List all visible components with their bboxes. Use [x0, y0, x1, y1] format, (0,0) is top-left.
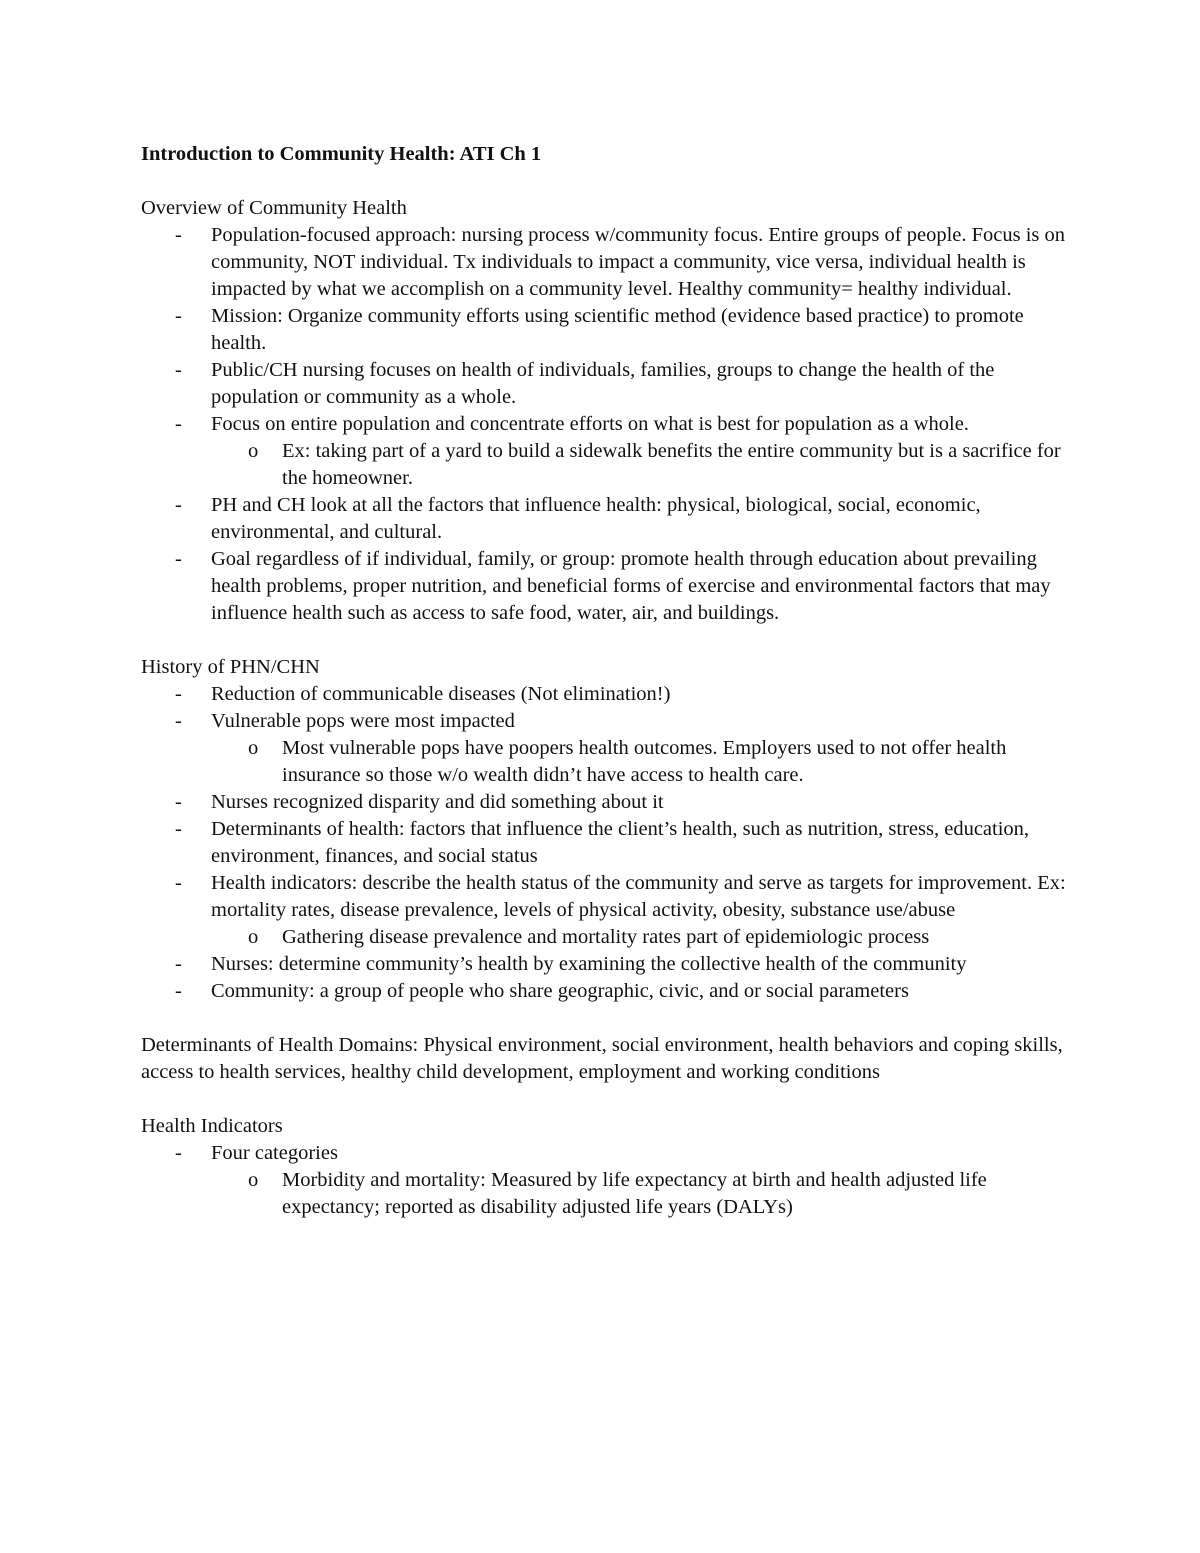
dash-marker: -	[175, 980, 182, 1002]
list-item-text: Community: a group of people who share geographic, civic, and or social parameters	[211, 980, 909, 1002]
sub-list-item	[211, 438, 1066, 492]
dash-marker: -	[175, 818, 182, 840]
dash-marker: -	[175, 872, 182, 894]
list-item	[141, 357, 1066, 411]
dash-marker: -	[175, 413, 182, 435]
sub-bullet-list	[211, 735, 1066, 789]
list-item-text: Determinants of health: factors that influence the client’s health, such as nutrition, stress, education, environment, finances, and social status	[211, 818, 1030, 867]
circle-marker: o	[248, 440, 259, 462]
list-item-text: Vulnerable pops were most impacted	[211, 710, 515, 732]
sub-bullet-list	[211, 1167, 1066, 1221]
document-page	[141, 141, 1066, 1221]
bullet-list	[141, 1140, 1066, 1221]
list-item-text: Health indicators: describe the health status of the community and serve as targets for improvement. Ex: mortality rates, disease prevalence, levels of physical activity, obesity, substance use/abuse	[211, 872, 1066, 921]
list-item-text: Public/CH nursing focuses on health of individuals, families, groups to change the health of the population or community as a whole.	[211, 359, 995, 408]
list-item-text: Nurses: determine community’s health by examining the collective health of the community	[211, 953, 967, 975]
determinants-paragraph: Determinants of Health Domains: Physical environment, social environment, health behaviors and coping skills, access to health services, healthy child development, employment and working conditions	[141, 1034, 1063, 1083]
list-item	[141, 681, 1066, 708]
list-item-text: Reduction of communicable diseases (Not elimination!)	[211, 683, 671, 705]
list-item	[141, 789, 1066, 816]
dash-marker: -	[175, 359, 182, 381]
list-item	[141, 546, 1066, 627]
sub-list-item-text: Ex: taking part of a yard to build a sidewalk benefits the entire community but is a sacrifice for the homeowner.	[282, 440, 1061, 489]
section-overview	[141, 195, 1066, 627]
section-history	[141, 654, 1066, 1005]
sub-list-item-text: Morbidity and mortality: Measured by life expectancy at birth and health adjusted life expectancy; reported as disability adjusted life years (DALYs)	[282, 1169, 987, 1218]
sub-list-item-text: Gathering disease prevalence and mortality rates part of epidemiologic process	[282, 926, 930, 948]
list-item-text: PH and CH look at all the factors that influence health: physical, biological, social, economic, environmental, and cultural.	[211, 494, 981, 543]
list-item-text: Four categories	[211, 1142, 338, 1164]
bullet-list	[141, 681, 1066, 1005]
section-heading: History of PHN/CHN	[141, 656, 320, 678]
dash-marker: -	[175, 548, 182, 570]
circle-marker: o	[248, 737, 259, 759]
list-item-text: Nurses recognized disparity and did something about it	[211, 791, 664, 813]
sub-list-item-text: Most vulnerable pops have poopers health outcomes. Employers used to not offer health insurance so those w/o wealth didn’t have access to health care.	[282, 737, 1007, 786]
sub-list-item	[211, 924, 1066, 951]
dash-marker: -	[175, 710, 182, 732]
list-item	[141, 708, 1066, 789]
dash-marker: -	[175, 683, 182, 705]
sub-bullet-list	[211, 924, 1066, 951]
list-item	[141, 411, 1066, 492]
section-health-indicators	[141, 1113, 1066, 1221]
dash-marker: -	[175, 305, 182, 327]
list-item-text: Focus on entire population and concentrate efforts on what is best for population as a whole.	[211, 413, 969, 435]
circle-marker: o	[248, 926, 259, 948]
list-item-text: Population-focused approach: nursing process w/community focus. Entire groups of people. Focus is on community, NOT individual. Tx individuals to impact a community, vice versa, individual health is impacted by what we accomplish on a community level. Healthy community= healthy individual.	[211, 224, 1066, 300]
list-item	[141, 222, 1066, 303]
section-heading: Health Indicators	[141, 1115, 283, 1137]
sub-list-item	[211, 735, 1066, 789]
dash-marker: -	[175, 224, 182, 246]
list-item	[141, 816, 1066, 870]
section-heading: Overview of Community Health	[141, 197, 407, 219]
dash-marker: -	[175, 791, 182, 813]
list-item-text: Goal regardless of if individual, family, or group: promote health through education about prevailing health problems, proper nutrition, and beneficial forms of exercise and environmental factors that may influence health such as access to safe food, water, air, and buildings.	[211, 548, 1051, 624]
list-item	[141, 492, 1066, 546]
list-item	[141, 1140, 1066, 1221]
list-item	[141, 978, 1066, 1005]
dash-marker: -	[175, 953, 182, 975]
sub-list-item	[211, 1167, 1066, 1221]
bullet-list	[141, 222, 1066, 627]
document-title: Introduction to Community Health: ATI Ch 1	[141, 143, 542, 165]
list-item	[141, 951, 1066, 978]
circle-marker: o	[248, 1169, 259, 1191]
dash-marker: -	[175, 1142, 182, 1164]
list-item	[141, 870, 1066, 951]
list-item	[141, 303, 1066, 357]
sub-bullet-list	[211, 438, 1066, 492]
list-item-text: Mission: Organize community efforts using scientific method (evidence based practice) to promote health.	[211, 305, 1024, 354]
dash-marker: -	[175, 494, 182, 516]
